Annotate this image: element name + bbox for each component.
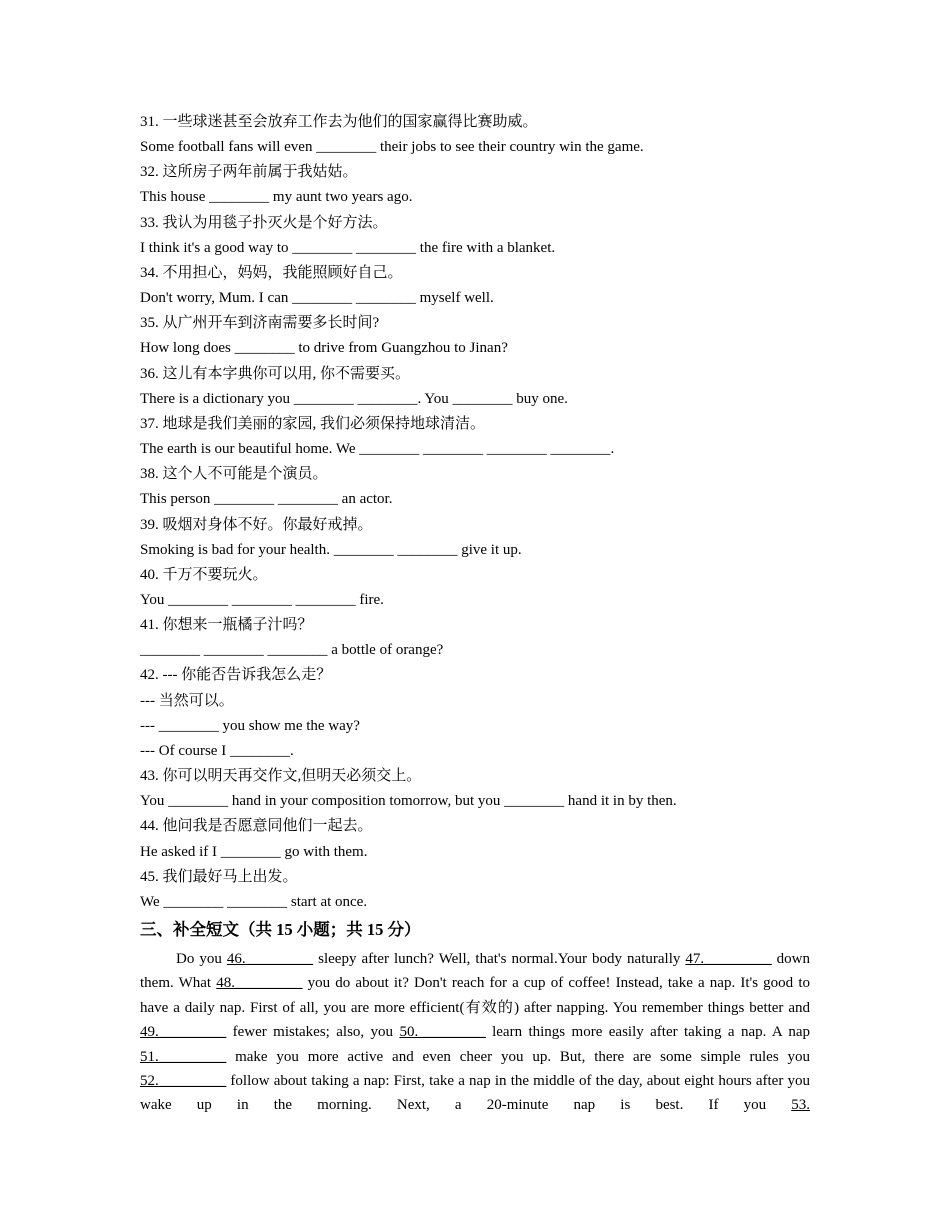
question-english: There is a dictionary you ________ ________. You ________ buy one. (140, 390, 568, 407)
q45 (140, 865, 810, 915)
question-chinese: 40. 千万不要玩火。 (140, 566, 268, 583)
question-chinese: 43. 你可以明天再交作文,但明天必须交上。 (140, 768, 422, 785)
q35 (140, 311, 810, 361)
question-english: He asked if I ________ go with them. (140, 843, 368, 860)
question-english: This person ________ ________ an actor. (140, 491, 393, 508)
question-chinese: 41. 你想来一瓶橘子汁吗？ (140, 617, 313, 634)
question-english: I think it's a good way to ________ ________ the fire with a blanket. (140, 239, 556, 256)
question-chinese: 35. 从广州开车到济南需要多长时间? (140, 315, 380, 332)
question-english: You ________ ________ ________ fire. (140, 591, 384, 608)
question-english: --- ________ you show me the way? (140, 717, 360, 734)
question-english: You ________ hand in your composition tomorrow, but you ________ hand it in by then. (140, 793, 677, 810)
answer-blank: 49._________ (140, 1024, 227, 1041)
answer-blank: 53. (791, 1097, 810, 1114)
q37 (140, 412, 810, 462)
answer-blank: 51._________ (140, 1048, 227, 1065)
question-english: Don't worry, Mum. I can ________ ________ myself well. (140, 290, 494, 307)
answer-blank: 52._________ (140, 1073, 227, 1090)
question-chinese: 44. 他问我是否愿意同他们一起去。 (140, 818, 373, 835)
answer-blank: 46._________ (226, 951, 314, 967)
q34 (140, 261, 810, 311)
q33 (140, 211, 810, 261)
question-chinese: 33. 我认为用毯子扑灭火是个好方法。 (140, 214, 388, 231)
question-chinese: 42. --- 你能否告诉我怎么走？ (140, 667, 332, 684)
question-chinese-reply: --- 当然可以。 (140, 692, 234, 709)
question-chinese: 38. 这个人不可能是个演员。 (140, 466, 328, 483)
answer-blank: 48._________ (216, 975, 303, 992)
passage-text: make you more active and even cheer you up. But, there are some simple rules you (226, 1048, 810, 1065)
question-english-reply: --- Of course I ________. (140, 742, 294, 759)
q38 (140, 462, 810, 512)
passage-text: you do about it? Don't reach for a cup of coffee! Instead, take a nap. It's good to have a daily nap. First of all, you are more efficient(有效的) after napping. You remember things better and (140, 975, 810, 1016)
q32 (140, 160, 810, 210)
question-english: We ________ ________ start at once. (140, 893, 368, 910)
passage-text: fewer mistakes; also, you (226, 1024, 400, 1041)
q44 (140, 814, 810, 864)
question-english: How long does ________ to drive from Guangzhou to Jinan? (140, 340, 508, 357)
question-english: ________ ________ ________ a bottle of orange? (140, 642, 444, 659)
q40 (140, 563, 810, 613)
section-heading: 三、补全短文（共 15 小题；共 15 分） (140, 920, 421, 939)
cloze-passage (140, 947, 810, 1118)
question-chinese: 32. 这所房子两年前属于我姑姑。 (140, 164, 358, 181)
passage-text: Do you (176, 951, 227, 967)
q36 (140, 362, 810, 412)
question-english: The earth is our beautiful home. We ________ ________ ________ ________. (140, 441, 615, 458)
answer-blank: 50._________ (399, 1024, 486, 1041)
passage-text: sleepy after lunch? Well, that's normal.Your body naturally (313, 951, 686, 967)
answer-blank: 47._________ (685, 951, 772, 967)
question-chinese: 34. 不用担心，妈妈，我能照顾好自己。 (140, 264, 403, 281)
question-chinese: 45. 我们最好马上出发。 (140, 868, 298, 885)
q41 (140, 613, 810, 663)
question-chinese: 31. 一些球迷甚至会放弃工作去为他们的国家赢得比赛助威。 (140, 114, 538, 130)
question-chinese: 39. 吸烟对身体不好。你最好戒掉。 (140, 516, 373, 533)
passage-text: follow about taking a nap: First, take a nap in the middle of the day, about eight hours after you wake up in the morning. Next, a 20-minute nap is best. If you (140, 1073, 810, 1114)
passage-text: down them. What (140, 951, 810, 992)
question-english: Some football fans will even ________ their jobs to see their country win the game. (140, 139, 644, 156)
question-chinese: 36. 这儿有本字典你可以用, 你不需要买。 (140, 365, 411, 382)
q31 (140, 110, 810, 160)
q42 (140, 663, 810, 764)
question-english: This house ________ my aunt two years ago. (140, 189, 413, 206)
question-english: Smoking is bad for your health. ________ ________ give it up. (140, 541, 522, 558)
question-chinese: 37. 地球是我们美丽的家园, 我们必须保持地球清洁。 (140, 415, 486, 432)
passage-text: learn things more easily after taking a nap. A nap (485, 1024, 810, 1041)
q39 (140, 513, 810, 563)
q43 (140, 764, 810, 814)
worksheet-page (140, 110, 810, 1118)
